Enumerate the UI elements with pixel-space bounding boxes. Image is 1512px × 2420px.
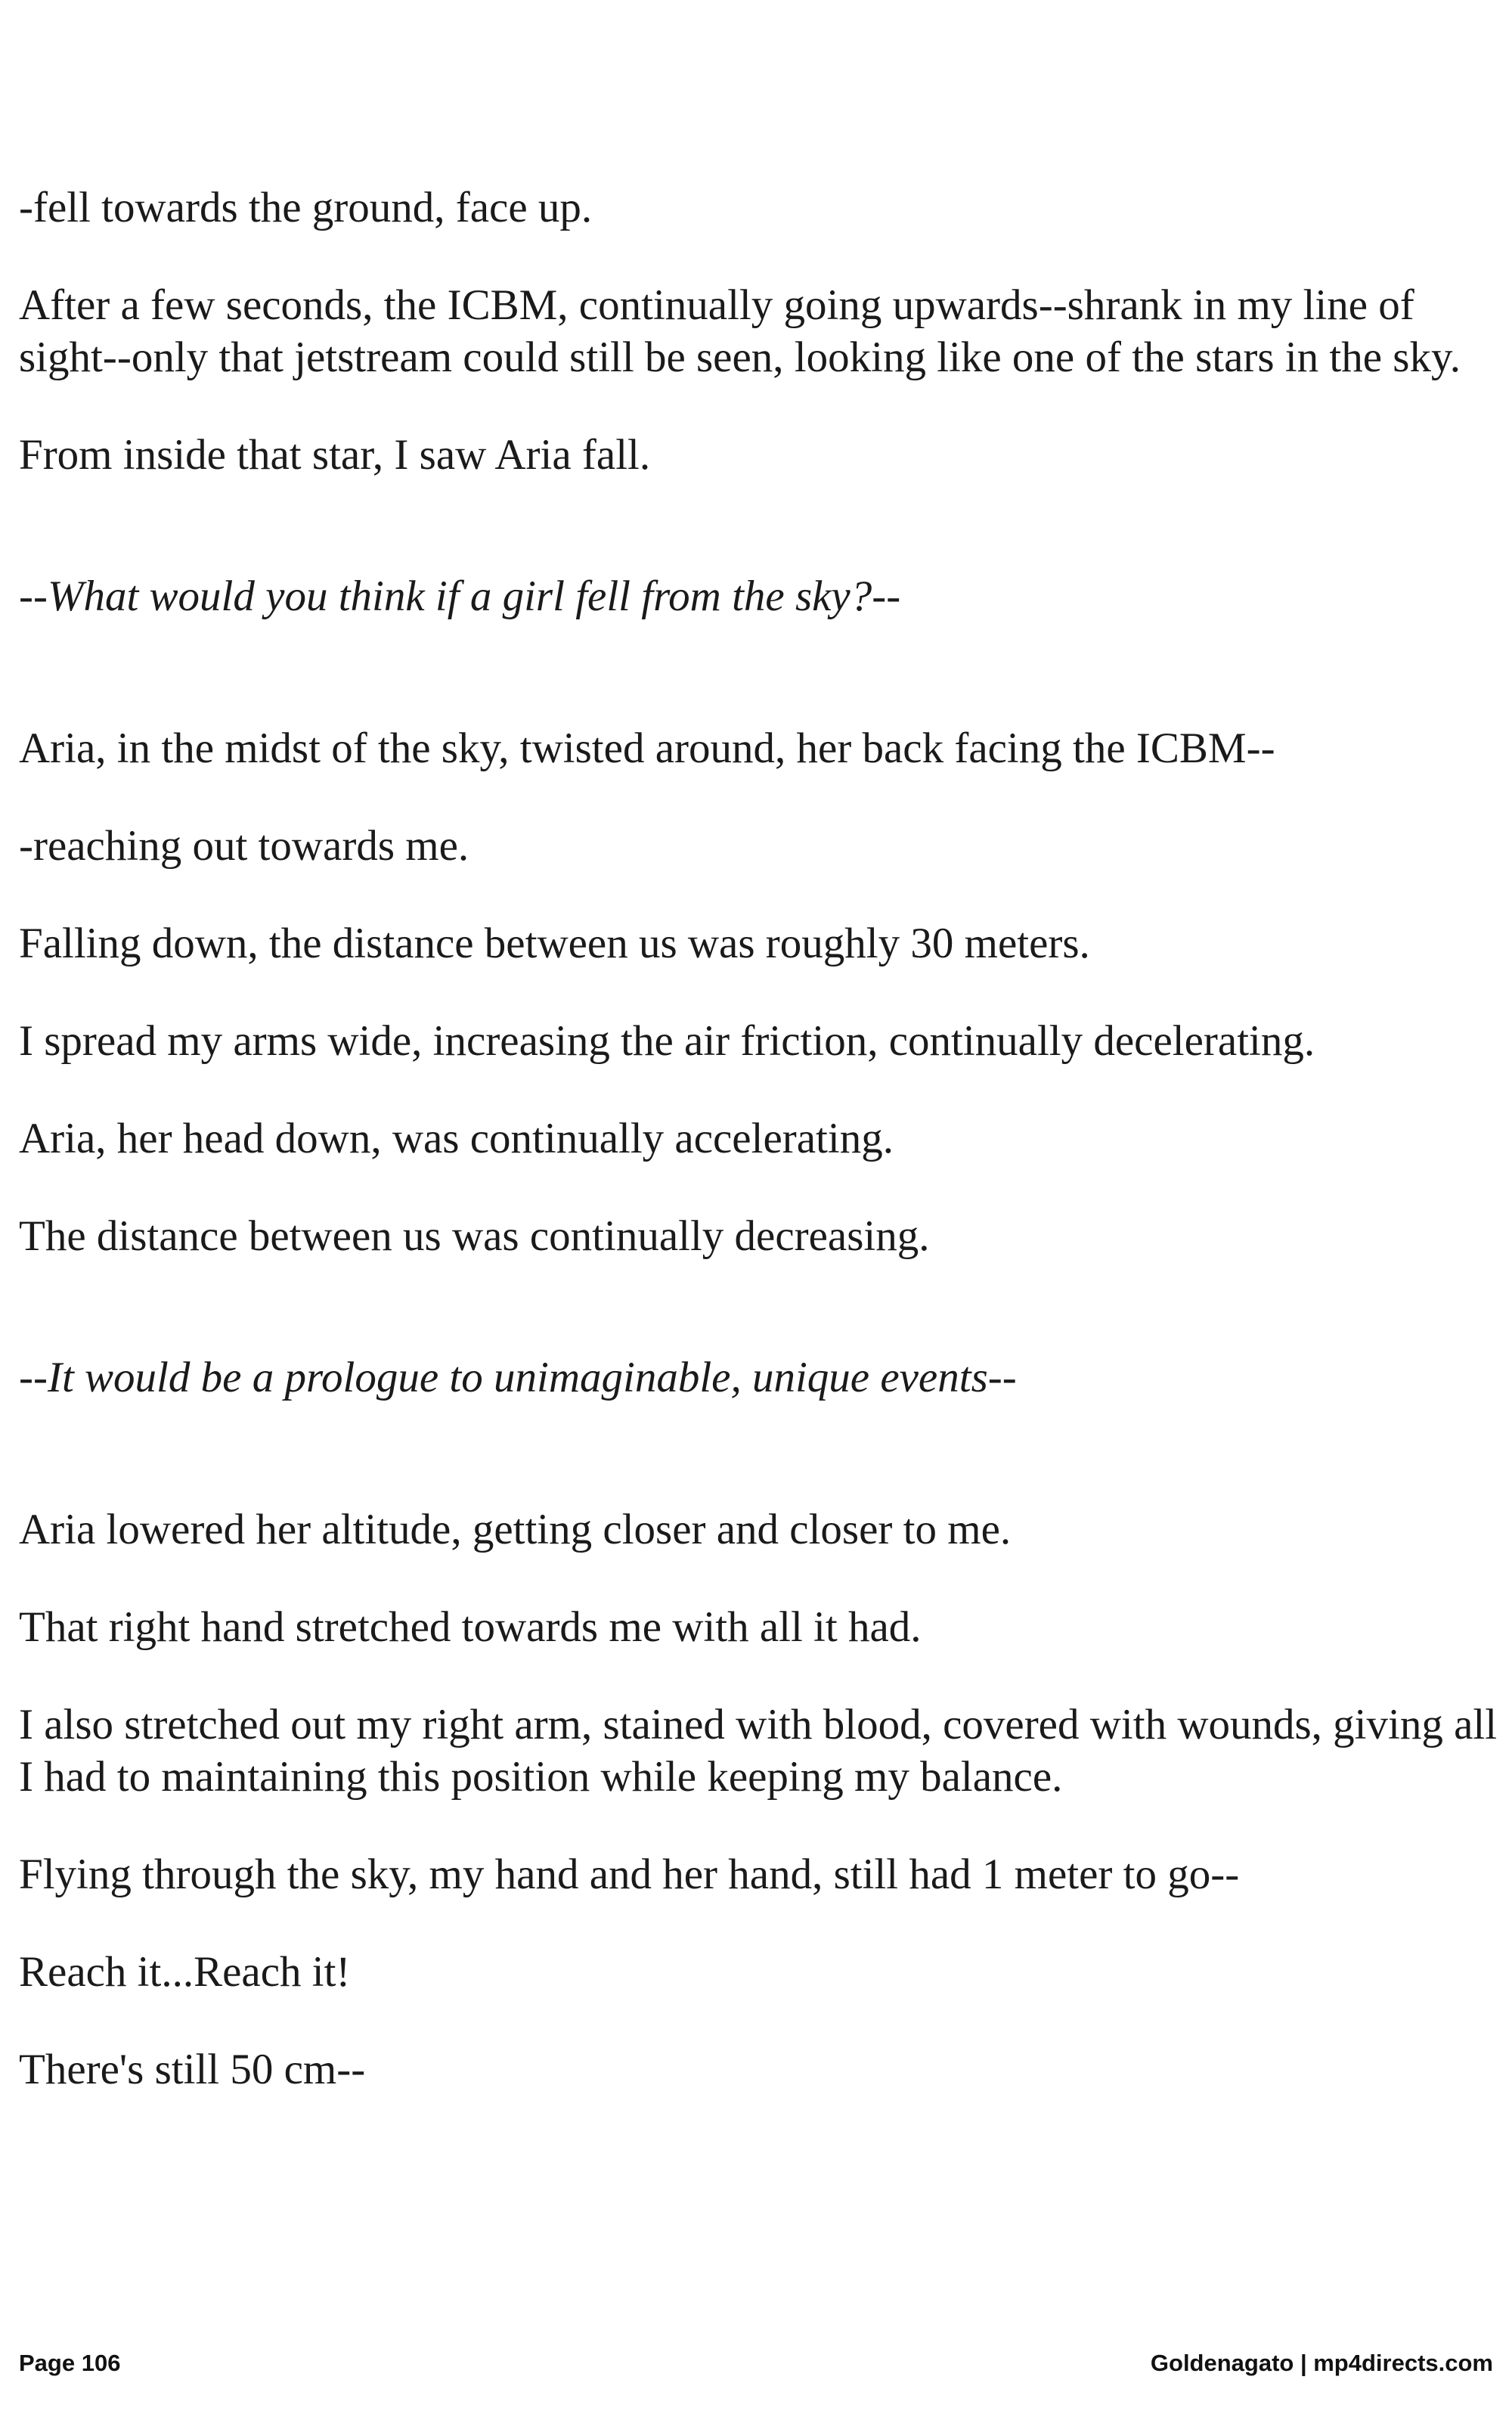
footer-credit: Goldenagato | mp4directs.com: [1150, 2350, 1493, 2376]
page-body: [19, 182, 1501, 2141]
paragraph: Reach it...Reach it!: [19, 1948, 351, 1996]
paragraph: -fell towards the ground, face up.: [19, 184, 593, 231]
italic-interlude: [19, 570, 1501, 622]
paragraph: That right hand stretched towards me with all it had.: [19, 1603, 922, 1651]
paragraph: Aria lowered her altitude, getting closer and closer to me.: [19, 1506, 1012, 1553]
paragraph: Falling down, the distance between us was roughly 30 meters.: [19, 920, 1090, 967]
paragraph: I also stretched out my right arm, stained with blood, covered with wounds, giving all I had to maintaining this position while keeping my balance.: [19, 1701, 1498, 1801]
paragraph: From inside that star, I saw Aria fall.: [19, 431, 651, 479]
page-number: Page 106: [19, 2350, 121, 2376]
interlude-prefix: --: [19, 572, 48, 620]
paragraph: The distance between us was continually decreasing.: [19, 1212, 930, 1260]
interlude-suffix: --: [872, 572, 901, 620]
paragraph: There's still 50 cm--: [19, 2046, 366, 2093]
italic-interlude: [19, 1351, 1501, 1404]
interlude-text: It would be a prologue to unimaginable, unique events: [47, 1354, 988, 1401]
interlude-text: What would you think if a girl fell from the sky?: [47, 572, 872, 620]
paragraph: Aria, her head down, was continually accelerating.: [19, 1115, 894, 1162]
paragraph: I spread my arms wide, increasing the air friction, continually decelerating.: [19, 1017, 1315, 1065]
paragraph: -reaching out towards me.: [19, 822, 469, 870]
paragraph: Aria, in the midst of the sky, twisted around, her back facing the ICBM--: [19, 724, 1275, 772]
interlude-prefix: --: [19, 1354, 48, 1401]
paragraph: After a few seconds, the ICBM, continually going upwards--shrank in my line of sight--only that jetstream could still be seen, looking like one of the stars in the sky.: [19, 281, 1461, 381]
interlude-suffix: --: [987, 1354, 1017, 1401]
paragraph: Flying through the sky, my hand and her hand, still had 1 meter to go--: [19, 1851, 1240, 1898]
